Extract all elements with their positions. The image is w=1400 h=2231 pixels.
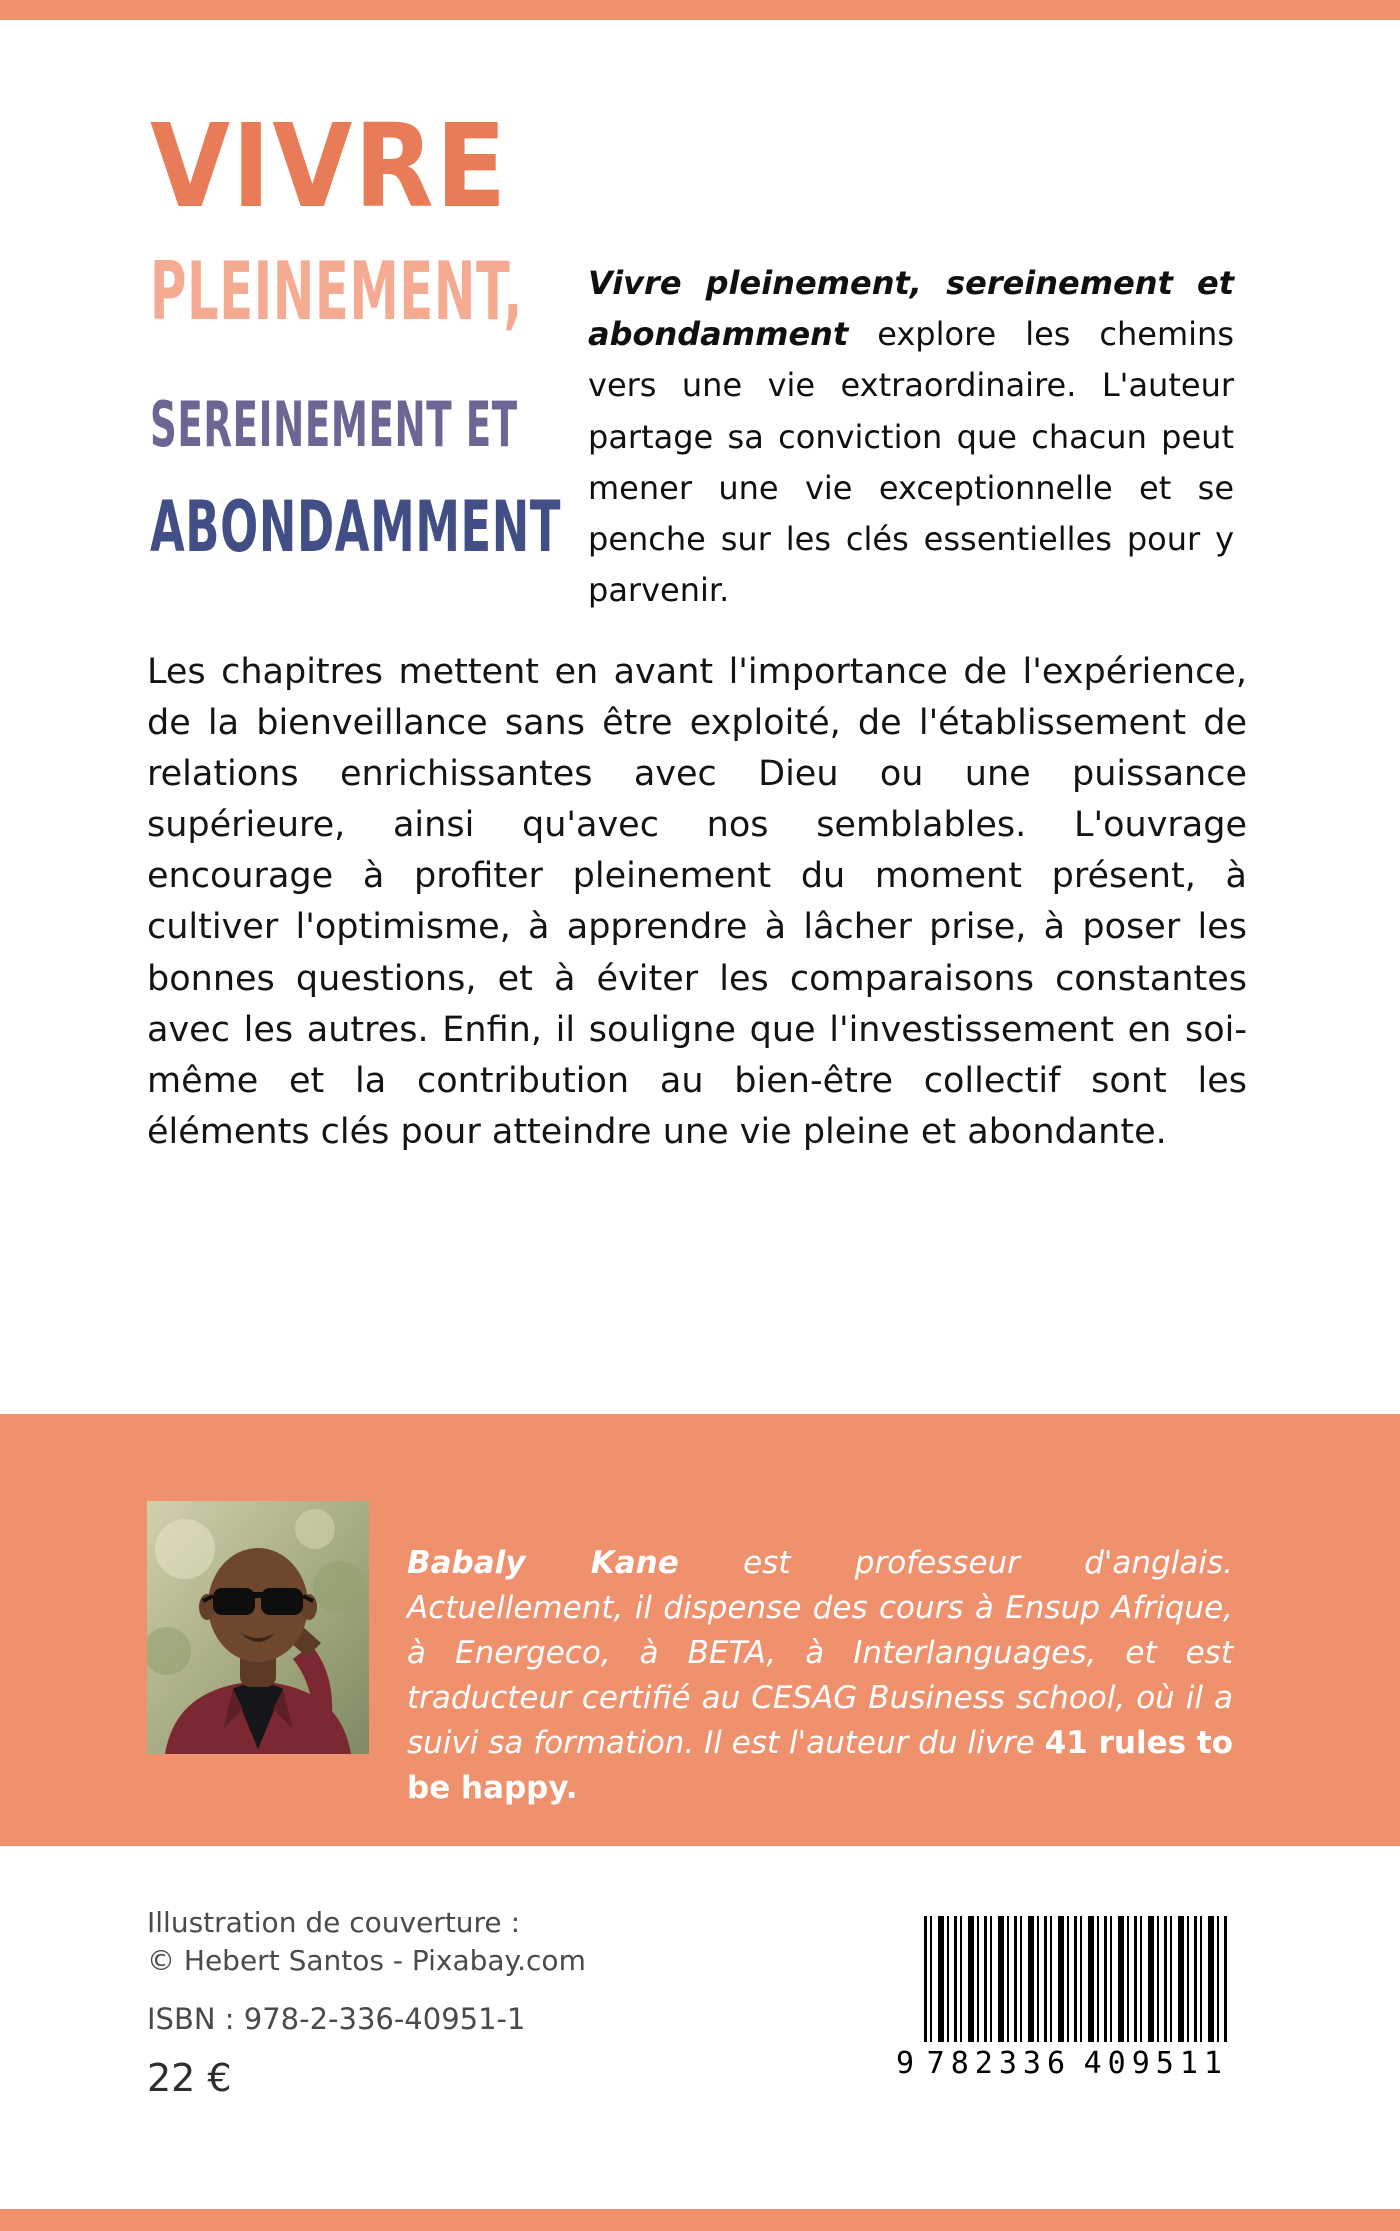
author-portrait-illustration: [147, 1501, 369, 1754]
author-name: Babaly Kane: [407, 1545, 679, 1581]
author-bio-text: est professeur d'anglais. Actuellement, il dispense des cours à Ensup Afrique, à Energeco, à BETA, à Interlanguages, et est traducteur certifié au CESAG Business school, où il a suivi sa formation. Il est l'auteur du livre: [407, 1545, 1233, 1761]
intro-text: explore les chemins vers une vie extraordinaire. L'auteur partage sa conviction que chacun peut mener une vie exceptionnelle et se penche sur les clés essentielles pour y parvenir.: [588, 315, 1234, 610]
barcode-digits-left-group: 782336: [926, 2046, 1072, 2081]
author-book-title: 41 rules to be happy.: [407, 1724, 1233, 1806]
author-bio: [407, 1541, 1233, 1811]
title-line-abondamment: ABONDAMMENT: [150, 486, 562, 568]
author-photo: [147, 1501, 369, 1754]
title-line-vivre: VIVRE: [150, 100, 509, 234]
isbn-number: ISBN : 978-2-336-40951-1: [147, 2002, 526, 2036]
synopsis-paragraph: Les chapitres mettent en avant l'importance de l'expérience, de la bienveillance sans être exploité, de l'établissement de relations enrichissantes avec Dieu ou une puissance supérieure, ainsi qu'avec nos semblables. L'ouvrage encourage à profiter pleinement du moment présent, à cultiver l'optimisme, à apprendre à lâcher prise, à poser les bonnes questions, et à éviter les comparaisons constantes avec les autres. Enfin, il souligne que l'investissement en soi-même et la contribution au bien-être collectif sont les éléments clés pour atteindre une vie pleine et abondante.: [147, 652, 1247, 1152]
top-accent-bar: [0, 0, 1400, 20]
author-band: [0, 1414, 1400, 1846]
intro-paragraph: [588, 258, 1234, 616]
barcode-digits: [896, 2046, 1228, 2081]
cover-illustration-credit: [147, 1904, 586, 1980]
barcode-digits-right-group: 409511: [1083, 2046, 1228, 2081]
barcode-bars: [924, 1916, 1228, 2042]
title-line-sereinement: SEREINEMENT ET: [150, 388, 518, 461]
bottom-accent-bar: [0, 2209, 1400, 2231]
credit-line-1: Illustration de couverture :: [147, 1906, 520, 1939]
barcode: [896, 1916, 1228, 2092]
title-line-pleinement: PLEINEMENT,: [150, 245, 523, 338]
price: 22 €: [147, 2056, 232, 2100]
intro-book-title: Vivre pleinement, sereinement et abondamment: [588, 264, 1234, 354]
barcode-digit-leading: 9: [896, 2046, 915, 2081]
credit-line-2: © Hebert Santos - Pixabay.com: [147, 1943, 586, 1977]
